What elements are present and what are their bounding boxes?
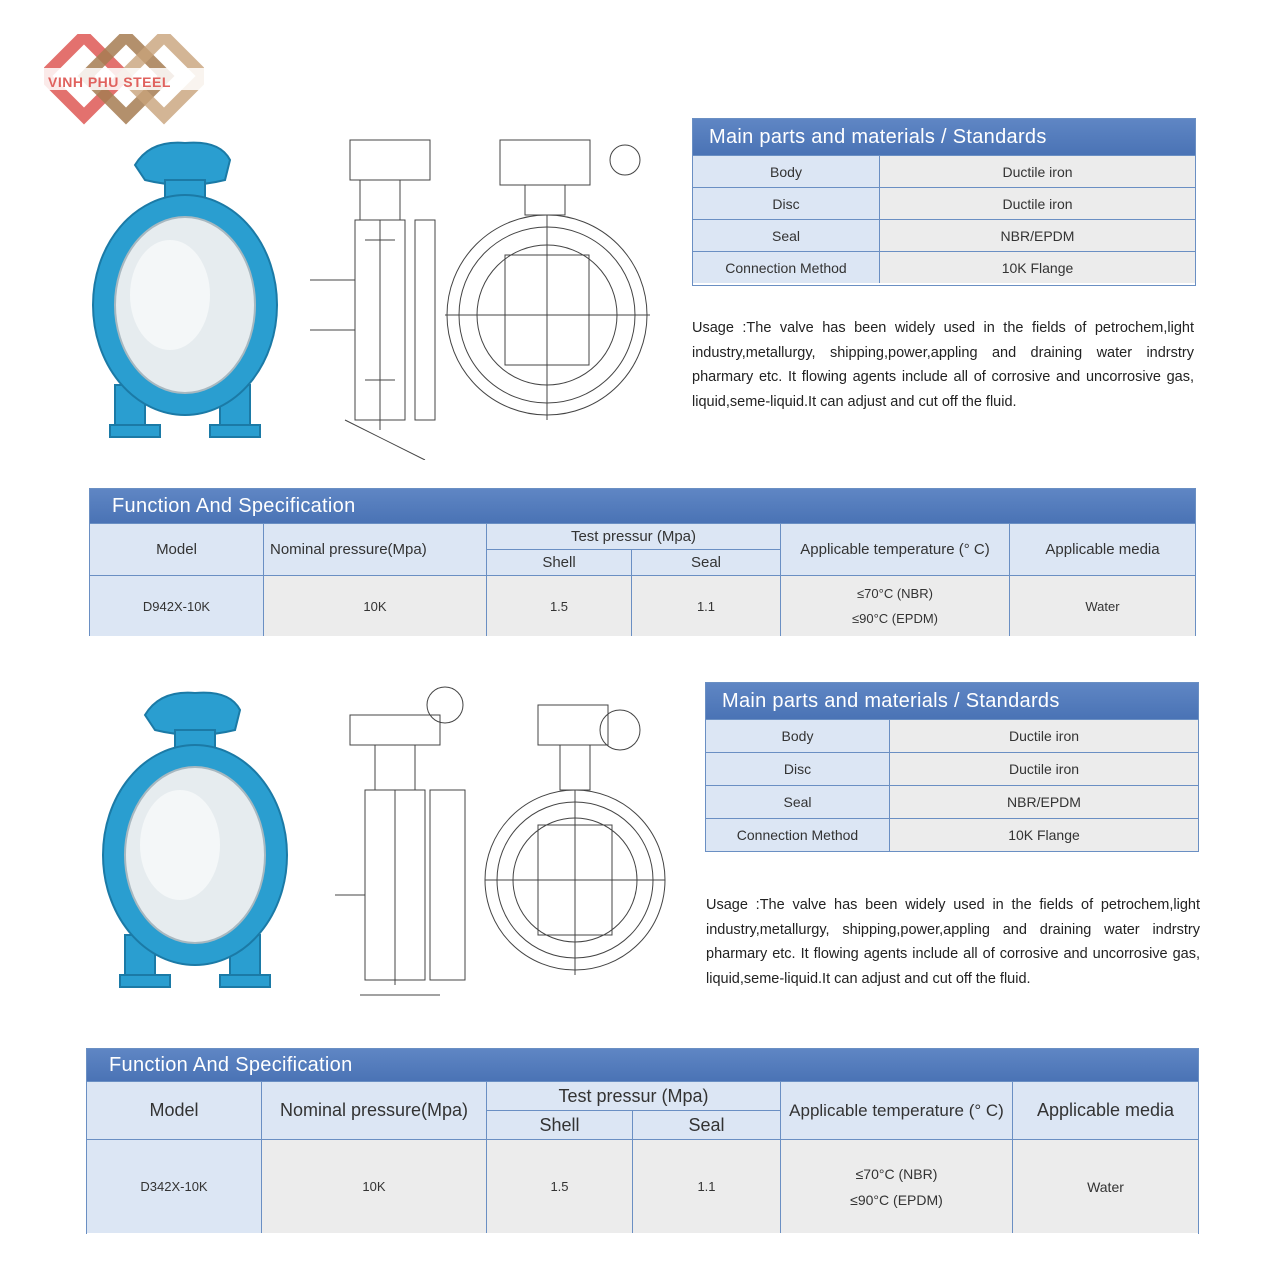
nominal-pressure-header: Nominal pressure(Mpa) (262, 1081, 487, 1139)
spec-title: Function And Specification (90, 489, 1195, 523)
materials-table (705, 682, 1199, 852)
model-value: D342X-10K (87, 1139, 262, 1233)
shell-header: Shell (487, 549, 632, 575)
model-value: D942X-10K (90, 575, 264, 636)
part-material: Ductile iron (880, 188, 1195, 219)
temp-nbr: ≤70°C (NBR) (857, 586, 933, 601)
part-name: Connection Method (693, 252, 880, 283)
usage-text: Usage :The valve has been widely used in the fields of petrochem,light industry,metallurgy, shipping,power,appling and draining water indrstry pharmary etc. It flowing agents include all of corrosive and uncorrosive gas, liquid,seme-liquid.It can adjust and cut off the fluid. (692, 320, 1194, 410)
materials-row (706, 719, 1198, 752)
part-material: Ductile iron (890, 753, 1198, 785)
part-name: Disc (693, 188, 880, 219)
materials-row (706, 752, 1198, 785)
media-value: Water (1013, 1139, 1198, 1233)
valve-front-drawing (440, 130, 655, 430)
nominal-pressure-header: Nominal pressure(Mpa) (264, 523, 487, 575)
temperature-header: Applicable temperature (° C) (781, 1081, 1013, 1139)
part-name: Body (706, 720, 890, 752)
nominal-pressure-value: 10K (262, 1139, 487, 1233)
model-header: Model (90, 523, 264, 575)
temperature-value (781, 575, 1010, 636)
nominal-pressure-value: 10K (264, 575, 487, 636)
part-name: Seal (706, 786, 890, 818)
materials-title: Main parts and materials / Standards (706, 683, 1198, 719)
valve-front-drawing (480, 685, 670, 985)
temperature-value (781, 1139, 1013, 1233)
valve-section-drawing (330, 685, 480, 1015)
part-material: Ductile iron (880, 156, 1195, 187)
materials-row (693, 187, 1195, 219)
part-material: 10K Flange (880, 252, 1195, 283)
part-material: 10K Flange (890, 819, 1198, 851)
spec-title: Function And Specification (87, 1049, 1198, 1081)
media-value: Water (1010, 575, 1195, 636)
materials-row (693, 251, 1195, 283)
seal-value: 1.1 (633, 1139, 781, 1233)
temp-nbr: ≤70°C (NBR) (855, 1165, 938, 1182)
brand-name: VINH PHU STEEL (48, 74, 171, 90)
media-header: Applicable media (1013, 1081, 1198, 1139)
materials-table (692, 118, 1196, 286)
seal-header: Seal (633, 1110, 781, 1139)
part-name: Disc (706, 753, 890, 785)
butterfly-valve-photo (100, 685, 290, 995)
part-name: Body (693, 156, 880, 187)
materials-row (706, 785, 1198, 818)
spec-table (86, 1048, 1199, 1234)
materials-title: Main parts and materials / Standards (693, 119, 1195, 155)
butterfly-valve-photo (90, 135, 280, 445)
shell-value: 1.5 (487, 575, 632, 636)
materials-row (693, 219, 1195, 251)
spec-table (89, 488, 1196, 636)
usage-text: Usage :The valve has been widely used in the fields of petrochem,light industry,metallurgy, shipping,power,appling and draining water indrstry pharmary etc. It flowing agents include all of corrosive and uncorrosive gas, liquid,seme-liquid.It can adjust and cut off the fluid. (706, 897, 1200, 987)
valve-section-drawing (300, 130, 450, 460)
seal-header: Seal (632, 549, 781, 575)
shell-header: Shell (487, 1110, 633, 1139)
test-pressure-header: Test pressur (Mpa) (487, 1081, 781, 1110)
part-name: Seal (693, 220, 880, 251)
temp-epdm: ≤90°C (EPDM) (851, 611, 938, 626)
temp-epdm: ≤90°C (EPDM) (850, 1191, 943, 1208)
part-material: Ductile iron (890, 720, 1198, 752)
part-material: NBR/EPDM (890, 786, 1198, 818)
materials-row (693, 155, 1195, 187)
part-material: NBR/EPDM (880, 220, 1195, 251)
model-header: Model (87, 1081, 262, 1139)
temperature-header: Applicable temperature (° C) (781, 523, 1010, 575)
seal-value: 1.1 (632, 575, 781, 636)
part-name: Connection Method (706, 819, 890, 851)
test-pressure-header: Test pressur (Mpa) (487, 523, 781, 549)
shell-value: 1.5 (487, 1139, 633, 1233)
media-header: Applicable media (1010, 523, 1195, 575)
materials-row (706, 818, 1198, 851)
